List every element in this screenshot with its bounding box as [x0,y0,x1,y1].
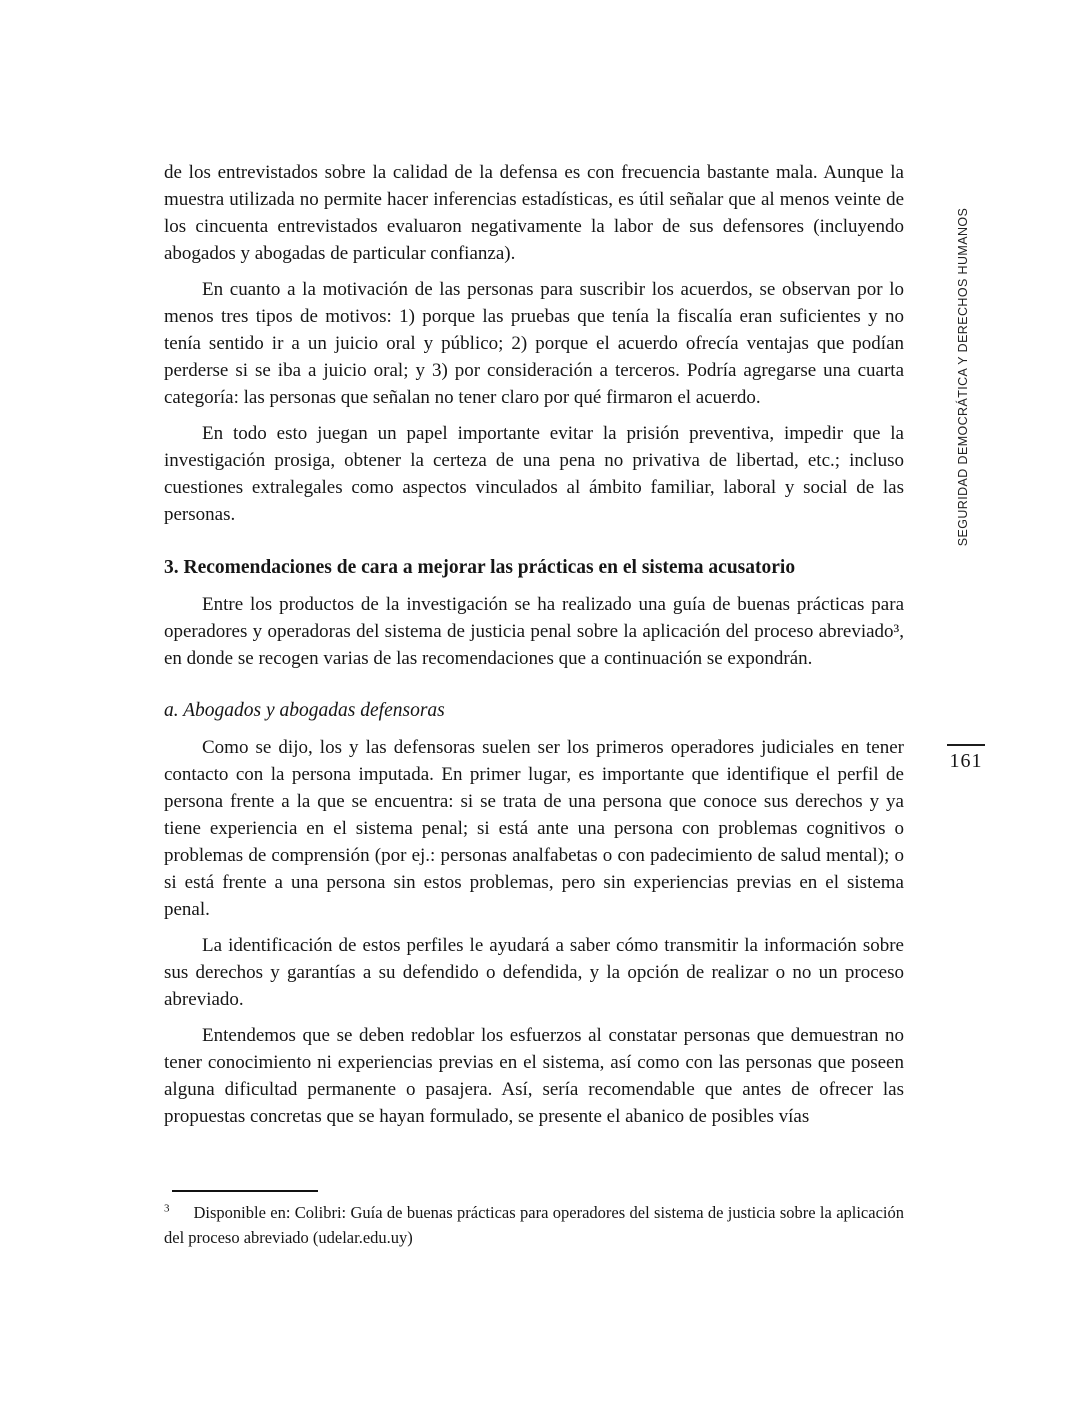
footnote-divider [172,1190,318,1192]
subsection-heading-abogados: a. Abogados y abogadas defensoras [164,700,445,721]
paragraph-motivation: En cuanto a la motivación de las personas para suscribir los acuerdos, se observan por lo menos tres tipos de motivos: 1) porque las pruebas que tenía la fiscalía eran suficientes y no tenía sentido ir a un juicio oral y público; 2) porque el acuerdo ofrecía ventajas que podían perderse si se iba a juicio oral; y 3) por consideración a terceros. Podría agregarse una cuarta categoría: las personas que señalan no tener claro por qué firmaron el acuerdo. [164,279,904,408]
paragraph-redoblar-esfuerzos: Entendemos que se deben redoblar los esfuerzos al constatar personas que demuestran no tener conocimiento ni experiencias previas en el sistema, así como con las personas que poseen alguna dificultad permanente o pasajera. Así, sería recomendable que antes de ofrecer las propuestas concretas que se hayan formulado, se presente el abanico de posibles vías [164,1025,904,1127]
section-heading-recomendaciones: 3. Recomendaciones de cara a mejorar las prácticas en el sistema acusatorio [164,557,796,578]
paragraph-guia-buenas-practicas: Entre los productos de la investigación se ha realizado una guía de buenas prácticas para operadores y operadoras del sistema de justicia penal sobre la aplicación del proceso abreviado³, en donde se recogen varias de las recomendaciones que a continuación se expondrán. [164,594,904,669]
paragraph-prision-preventiva: En todo esto juegan un papel importante evitar la prisión preventiva, impedir que la investigación prosiga, obtener la certeza de una pena no privativa de libertad, etc.; incluso cuestiones extralegales como aspectos vinculados al ámbito familiar, laboral y social de las personas. [164,423,904,525]
footnote-marker: 3 [164,1202,170,1215]
page-number-block [946,744,986,773]
paragraph-identificacion-perfiles: La identificación de estos perfiles le ayudará a saber cómo transmitir la información sobre sus derechos y garantías a su defendido o defendida, y la opción de realizar o no un proceso abreviado. [164,935,904,1010]
footnote-text [164,1200,904,1250]
footnote-area [164,1190,904,1250]
footnote-body: Disponible en: Colibri: Guía de buenas prácticas para operadores del sistema de justicia sobre la aplicación del proceso abreviado (udelar.edu.uy) [164,1203,904,1247]
chapter-running-title-vertical: SEGURIDAD DEMOCRÁTICA Y DERECHOS HUMANOS [956,207,970,547]
paragraph-continuation: de los entrevistados sobre la calidad de la defensa es con frecuencia bastante mala. Aunque la muestra utilizada no permite hacer inferencias estadísticas, es útil señalar que al menos veinte de los cincuenta entrevistados evaluaron negativamente la labor de sus defensores (incluyendo abogados y abogadas de particular confianza). [164,162,904,264]
body-text-column [164,159,904,1139]
page-number: 161 [949,750,983,772]
page-number-rule [947,744,985,746]
paragraph-perfil-persona: Como se dijo, los y las defensoras suelen ser los primeros operadores judiciales en tener contacto con la persona imputada. En primer lugar, es importante que identifique el perfil de persona frente a la que se encuentra: si se trata de una persona que conoce sus derechos y ya tiene experiencia en el sistema penal; si está ante una persona con problemas cognitivos o problemas de comprensión (por ej.: personas analfabetas o con padecimiento de salud mental); o si está frente a una persona sin estos problemas, pero sin experiencias previas en el sistema penal. [164,737,904,920]
